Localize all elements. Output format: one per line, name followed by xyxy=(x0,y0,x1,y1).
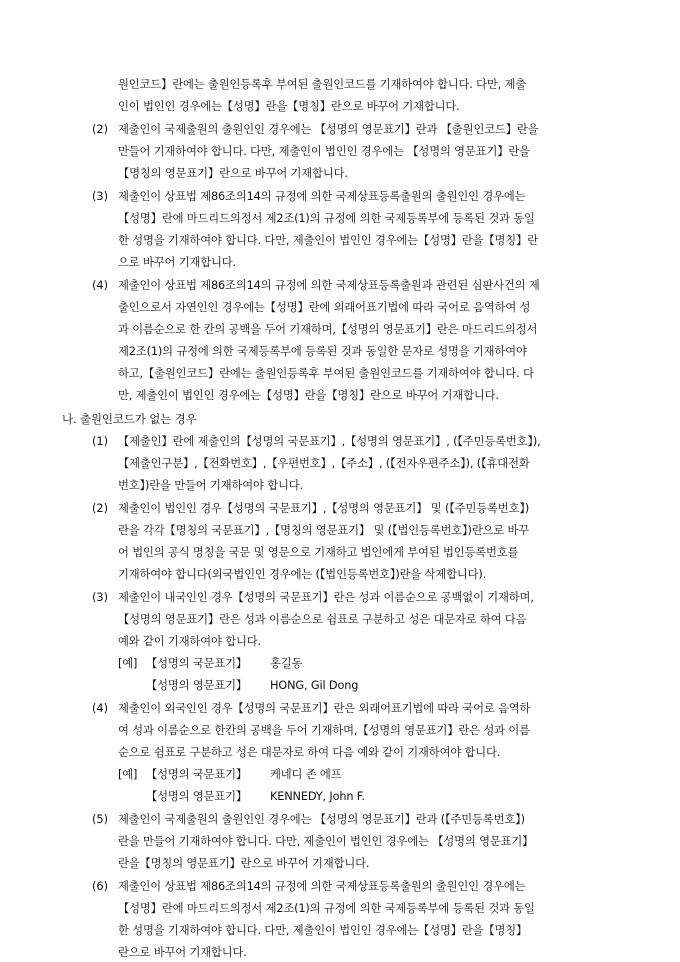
text-line: 【성명】란에 마드리드의정서 제2조(1)의 규정에 의한 국제등록부에 등록된 것과 동일 xyxy=(118,902,535,915)
text-line: 【제출인】란에 제출인의【성명의 국문표기】,【성명의 영문표기】, (【주민등록번호】), xyxy=(118,435,541,448)
item-number: (3) xyxy=(92,591,109,604)
text-line: 만들어 기재하여야 합니다. 다만, 제출인이 법인인 경우에는 【성명의 영문표기】란을 xyxy=(118,145,530,158)
text-line: 【제출인구분】,【전화번호】,【우편번호】,【주소】, (【전자우편주소】), (【휴대전화 xyxy=(118,457,530,470)
example-tag: [예] xyxy=(118,768,138,781)
example-value: 케네디 존 에프 xyxy=(270,768,342,781)
item-number: (1) xyxy=(92,435,109,448)
text-line: 만, 제출인이 법인인 경우에는【성명】란을【명칭】란으로 바꾸어 기재합니다. xyxy=(118,389,499,402)
example-label: 【성명의 영문표기】 xyxy=(146,679,248,692)
example-tag: [예] xyxy=(118,657,138,670)
text-line: 순으로 쉼표로 구분하고 성은 대문자로 하여 다음 예와 같이 기재하여야 합니다. xyxy=(118,746,501,759)
item-number: (4) xyxy=(92,702,109,715)
text-line: 제출인이 법인인 경우【성명의 국문표기】,【성명의 영문표기】 및 (【주민등록번호】) xyxy=(118,502,530,515)
item-number: (2) xyxy=(92,123,109,136)
example-value: 홍길동 xyxy=(270,657,303,670)
text-line: 제출인이 외국인인 경우【성명의 국문표기】란은 외래어표기법에 따라 국어로 음역하 xyxy=(118,702,531,715)
text-line: 【성명의 영문표기】란은 성과 이름순으로 쉼표로 구분하고 성은 대문자로 하여 다음 xyxy=(118,613,527,626)
text-line: 제출인이 국제출원의 출원인인 경우에는 【성명의 영문표기】란과 【출원인코드】란을 xyxy=(118,123,539,136)
example-label: 【성명의 영문표기】 xyxy=(146,790,248,803)
section-heading: 나. 출원인코드가 없는 경우 xyxy=(62,412,197,426)
text-line: 원인코드】란에는 출원인등록후 부여된 출원인코드를 기재하여야 합니다. 다만, 제출 xyxy=(118,78,527,91)
example-value: HONG, Gil Dong xyxy=(270,679,359,692)
item-number: (6) xyxy=(92,880,109,893)
text-line: 인이 법인인 경우에는【성명】란을【명칭】란으로 바꾸어 기재합니다. xyxy=(118,100,460,113)
text-line: 과 이름순으로 한 칸의 공백을 두어 기재하며,【성명의 영문표기】란은 마드리드의정서 xyxy=(118,323,538,336)
example-value: KENNEDY, John F. xyxy=(270,790,365,803)
item-number: (4) xyxy=(92,279,109,292)
example-label: 【성명의 국문표기】 xyxy=(146,768,248,781)
text-line: 란으로 바꾸어 기재합니다. xyxy=(118,946,247,959)
text-line: 제출인이 상표법 제86조의14의 규정에 의한 국제상표등록출원의 출원인인 경우에는 xyxy=(118,880,526,893)
text-line: 란을 만들어 기재하여야 합니다. 다만, 제출인이 법인인 경우에는 【성명의 영문표기】 xyxy=(118,835,534,848)
item-number: (3) xyxy=(92,190,109,203)
text-line: 으로 바꾸어 기재합니다. xyxy=(118,256,236,269)
text-line: 제출인이 상표법 제86조의14의 규정에 의한 국제상표등록출원과 관련된 심판사건의 제 xyxy=(118,279,540,292)
text-line: 제2조(1)의 규정에 의한 국제등록부에 등록된 것과 동일한 문자로 성명을 기재하여야 xyxy=(118,345,527,358)
text-line: 란을【명칭의 영문표기】란으로 바꾸어 기재합니다. xyxy=(118,857,370,870)
text-line: 번호】)란을 만들어 기재하여야 합니다. xyxy=(118,479,303,492)
text-line: 제출인이 국제출원의 출원인인 경우에는 【성명의 영문표기】란과 (【주민등록번호】) xyxy=(118,813,525,826)
text-line: 예와 같이 기재하여야 합니다. xyxy=(118,635,261,648)
text-line: 하고,【출원인코드】란에는 출원인등록후 부여된 출원인코드를 기재하여야 합니다. 다 xyxy=(118,367,534,380)
text-line: 【명칭의 영문표기】란으로 바꾸어 기재합니다. xyxy=(118,167,348,180)
example-label: 【성명의 국문표기】 xyxy=(146,657,248,670)
item-number: (2) xyxy=(92,502,109,515)
text-line: 란을 각각【명칭의 국문표기】,【명칭의 영문표기】 및 (【법인등록번호】)란으로 바꾸 xyxy=(118,524,530,537)
text-line: 한 성명을 기재하여야 합니다. 다만, 제출인이 법인인 경우에는【성명】란을【명칭】 xyxy=(118,924,528,937)
text-line: 제출인이 상표법 제86조의14의 규정에 의한 국제상표등록출원의 출원인인 경우에는 xyxy=(118,190,526,203)
text-line: 제출인이 내국인인 경우【성명의 국문표기】란은 성과 이름순으로 공백없이 기재하며, xyxy=(118,591,534,604)
text-line: 기재하여야 합니다(외국법인인 경우에는 (【법인등록번호】)란을 삭제합니다). xyxy=(118,568,487,581)
text-line: 어 법인의 공식 명칭을 국문 및 영문으로 기재하고 법인에게 부여된 법인등록번호를 xyxy=(118,546,519,559)
item-number: (5) xyxy=(92,813,109,826)
text-line: 여 성과 이름순으로 한칸의 공백을 두어 기재하며,【성명의 영문표기】란은 성과 이름 xyxy=(118,724,530,737)
text-line: 출인으로서 자연인인 경우에는【성명】란에 외래어표기법에 따라 국어로 음역하여 성 xyxy=(118,301,531,314)
text-line: 【성명】란에 마드리드의정서 제2조(1)의 규정에 의한 국제등록부에 등록된 것과 동일 xyxy=(118,212,535,225)
text-line: 한 성명을 기재하여야 합니다. 다만, 제출인이 법인인 경우에는【성명】란을【명칭】란 xyxy=(118,234,538,247)
